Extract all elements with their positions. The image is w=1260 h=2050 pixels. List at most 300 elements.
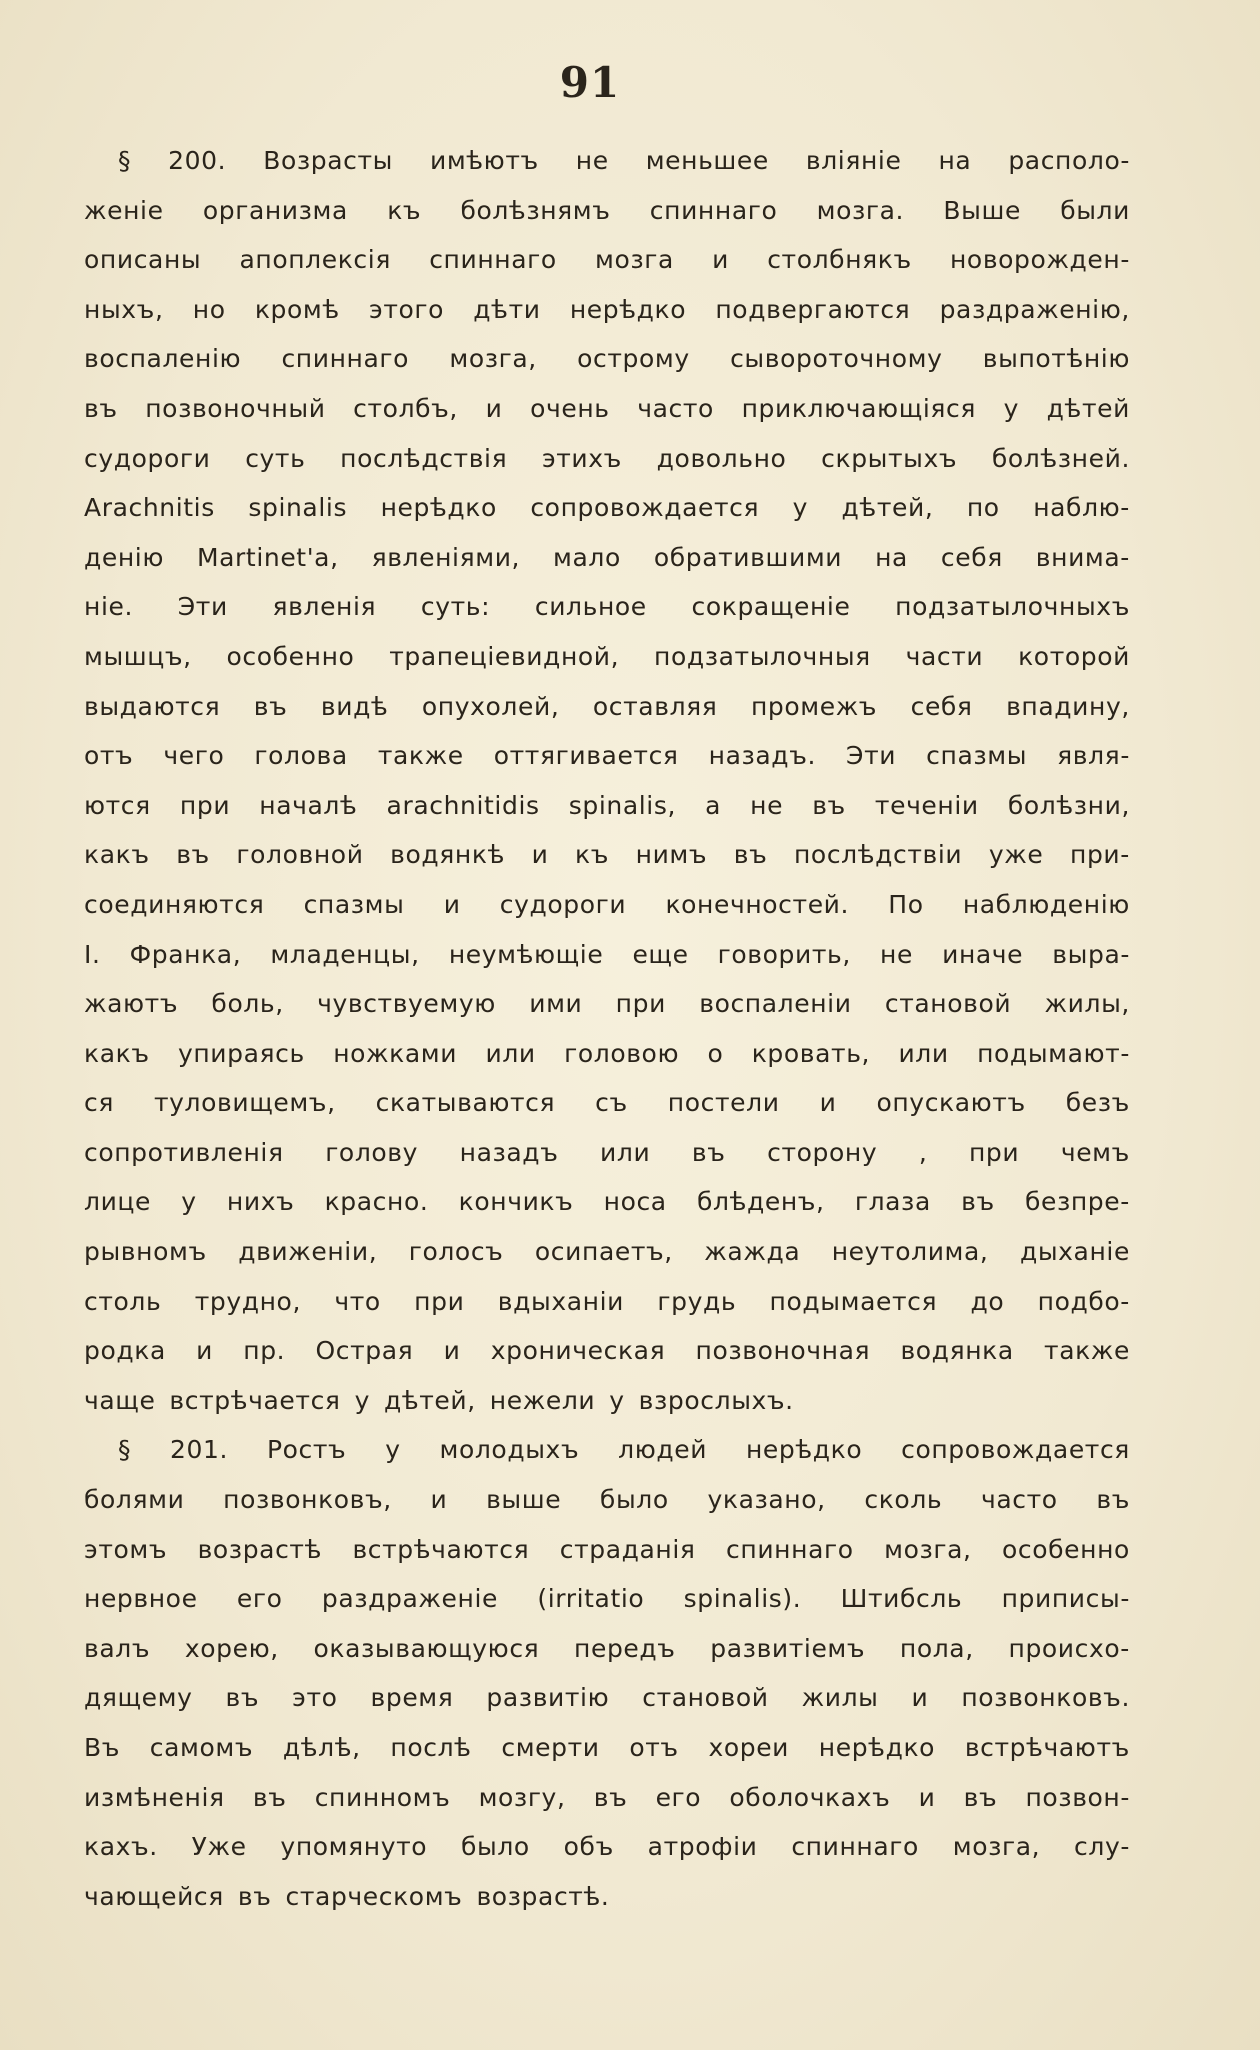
word: мозга, (952, 1832, 1041, 1862)
word: Эти (846, 741, 897, 771)
word: ими (529, 989, 583, 1019)
word: безъ (1065, 1088, 1130, 1118)
word: позвоночная (695, 1336, 871, 1366)
word: при (615, 989, 666, 1019)
text-line (84, 1326, 1130, 1376)
word: въ (733, 840, 768, 870)
word: описаны (84, 245, 202, 275)
word: также (377, 741, 464, 771)
word: происхо- (1008, 1633, 1130, 1663)
word: мозга (595, 245, 674, 275)
text-line (84, 1773, 1130, 1823)
word: выпотѣнію (982, 344, 1130, 374)
text-line (84, 483, 1130, 533)
word: ныхъ, (84, 294, 164, 324)
word: это (292, 1683, 338, 1713)
word: Выше (943, 195, 1021, 225)
word: послѣдствіи (793, 840, 963, 870)
word: позвон- (1025, 1782, 1130, 1812)
word: вліяніе (805, 146, 902, 175)
page-number: 91 (559, 58, 621, 107)
word: отъ (629, 1733, 679, 1762)
word: а (705, 790, 722, 820)
word: объ (563, 1832, 614, 1862)
word: Штибсль (840, 1584, 963, 1614)
word: Въ (84, 1733, 121, 1762)
word: Arachnitis (84, 493, 215, 523)
word: и (443, 889, 461, 919)
word: этого (369, 294, 445, 324)
word: уже (988, 840, 1044, 870)
word: его (236, 1584, 283, 1614)
word: становой (642, 1683, 769, 1713)
word: иначе (942, 939, 1024, 969)
word: опухолей, (421, 691, 560, 721)
word: ніе. (84, 592, 134, 622)
word: не (880, 939, 913, 969)
word: нерѣдко (380, 493, 497, 523)
text-line (84, 830, 1130, 880)
word: у (385, 1435, 401, 1465)
word: сопротивленія (84, 1137, 284, 1167)
word: дѣтей, (841, 493, 934, 523)
text-line (84, 1574, 1130, 1624)
word: столь (84, 1286, 162, 1316)
word: о (707, 1038, 724, 1068)
word: молодыхъ (439, 1435, 580, 1465)
word: жилы (801, 1683, 879, 1713)
word: голова (254, 741, 348, 771)
word: часто (980, 1485, 1058, 1515)
word: скрытыхъ (821, 443, 958, 473)
word: возрастѣ. (476, 1881, 610, 1911)
word: позвонковъ, (223, 1485, 392, 1515)
word: и (911, 1683, 929, 1713)
word: осипаетъ, (534, 1237, 673, 1267)
word: встрѣчаютъ (964, 1733, 1130, 1762)
word: говорить, (717, 939, 851, 969)
word: постели (667, 1088, 780, 1118)
word: въ (593, 1782, 628, 1812)
word: движеніи, (238, 1237, 378, 1267)
word: у (354, 1385, 370, 1415)
word: позвонковъ. (961, 1683, 1130, 1713)
word: глаза (854, 1187, 931, 1217)
word: судороги (499, 889, 627, 919)
word: опускаютъ (876, 1088, 1026, 1118)
word: и (918, 1782, 936, 1812)
word: болѣзнямъ (460, 195, 611, 225)
word: головою (564, 1038, 680, 1068)
word: измѣненія (84, 1782, 225, 1812)
word: сколь (864, 1485, 943, 1515)
word: мало (553, 542, 621, 572)
word: видѣ (320, 691, 389, 721)
word: особенно (226, 641, 355, 671)
word: въ (961, 1187, 995, 1217)
word: спиннаго (726, 1534, 854, 1564)
text-line (84, 1078, 1130, 1128)
text-line (84, 1177, 1130, 1227)
word: старческомъ (285, 1881, 463, 1911)
word: съ (595, 1088, 628, 1118)
word: Эти (177, 592, 228, 622)
text-line (84, 1475, 1130, 1525)
word: мозга, (884, 1534, 972, 1564)
word: впадину, (1006, 691, 1130, 721)
word: позвоночный (145, 393, 326, 423)
text-line (84, 533, 1130, 583)
word: людей (618, 1435, 708, 1465)
word: сопровождается (901, 1435, 1130, 1465)
text-line (84, 1425, 1130, 1475)
text-line (84, 434, 1130, 484)
word: или (485, 1038, 536, 1068)
word: время (370, 1683, 454, 1713)
word: хореи (708, 1733, 790, 1762)
word: чувствуемую (317, 989, 496, 1019)
word: встрѣчаются (352, 1534, 530, 1564)
word: теченіи (874, 790, 979, 820)
text-line (84, 1673, 1130, 1723)
word: Уже (191, 1832, 247, 1862)
text-line (84, 632, 1130, 682)
word: кровать, (751, 1038, 871, 1068)
word: воспаленію (84, 344, 242, 374)
word: spinalis, (568, 790, 677, 820)
word: назадъ (459, 1137, 559, 1167)
word: въ (225, 1683, 260, 1713)
word: чаще (84, 1385, 156, 1415)
word: въ (176, 840, 210, 870)
word: подвергаются (715, 294, 911, 324)
word: себя (910, 691, 973, 721)
word: Франка, (129, 939, 242, 969)
word: красно. (324, 1187, 429, 1217)
word: младенцы, (270, 939, 420, 969)
word: носа (603, 1187, 667, 1217)
word: хорею, (184, 1633, 279, 1663)
word: апоплексія (239, 245, 391, 275)
word: у (1003, 393, 1020, 423)
word: ножками (333, 1038, 458, 1068)
word: трапеціевидной, (389, 641, 620, 671)
word: § (118, 1435, 132, 1465)
word: дѣтей, (383, 1385, 476, 1415)
word: становой (884, 989, 1012, 1019)
word: было (460, 1832, 530, 1862)
word: спазмы (926, 741, 1028, 771)
word: въ (1096, 1485, 1130, 1515)
word: кахъ. (84, 1832, 158, 1862)
text-line (84, 1723, 1130, 1773)
word: жаютъ (84, 989, 179, 1019)
word: Martinet'a, (196, 542, 339, 572)
text-line (84, 1128, 1130, 1178)
word: вдыханіи (497, 1286, 624, 1316)
word: при (968, 1137, 1020, 1167)
word: его (655, 1782, 702, 1812)
word: въ (812, 790, 846, 820)
word: и (430, 1485, 448, 1515)
word: трудно, (194, 1286, 301, 1316)
word: началѣ (259, 790, 358, 820)
word: нерѣдко (745, 1435, 863, 1465)
text-line (84, 384, 1130, 434)
word: сторону (767, 1137, 878, 1167)
word: въ (84, 393, 118, 423)
word: какъ (84, 840, 150, 870)
word: соединяются (84, 889, 265, 919)
word: внима- (1035, 542, 1130, 572)
word: у (181, 1187, 197, 1217)
word: указано, (707, 1485, 826, 1515)
word: атрофіи (647, 1832, 758, 1862)
word: spinalis (248, 493, 348, 523)
word: оттягивается (493, 741, 679, 771)
word: смерти (501, 1733, 600, 1762)
word: на (938, 146, 972, 175)
word: обратившими (653, 542, 843, 572)
word: послѣдствія (340, 443, 508, 473)
word: какъ (84, 1038, 150, 1068)
word: грудь (657, 1286, 737, 1316)
word: кромѣ (254, 294, 340, 324)
text-line (84, 1624, 1130, 1674)
text-line (84, 582, 1130, 632)
word: у (609, 1385, 625, 1415)
word: оболочкахъ (729, 1782, 891, 1812)
word: мозга. (816, 195, 905, 225)
word: дѣлѣ, (282, 1733, 361, 1762)
word: явля- (1057, 741, 1130, 771)
word: водянкѣ (390, 840, 505, 870)
word: нихъ (226, 1187, 295, 1217)
word: и (443, 1336, 461, 1366)
word: кончикъ (458, 1187, 574, 1217)
word: приписы- (1001, 1584, 1130, 1614)
word: ются (84, 790, 151, 820)
word: въ (253, 691, 288, 721)
text-line (84, 1525, 1130, 1575)
text-line (84, 334, 1130, 384)
word: столбъ, (353, 393, 458, 423)
word: туловищемъ, (154, 1088, 336, 1118)
text-line (84, 285, 1130, 335)
word: было (599, 1485, 669, 1515)
word: подымается (769, 1286, 938, 1316)
word: спиннаго (429, 245, 557, 275)
word: (irritatio (537, 1584, 645, 1614)
word: новорожден- (949, 245, 1130, 275)
text-line (84, 235, 1130, 285)
word: 201. (170, 1435, 229, 1465)
word: на (875, 542, 908, 572)
word: хроническая (490, 1336, 666, 1366)
word: развитіемъ (710, 1633, 866, 1663)
word: которой (1018, 641, 1130, 671)
word: промежъ (750, 691, 878, 721)
word: приключающіяся (741, 393, 977, 423)
word: arachnitidis (386, 790, 540, 820)
word: чемъ (1060, 1137, 1130, 1167)
word: пр. (243, 1336, 286, 1366)
word: въ (237, 1881, 272, 1911)
text-line (84, 1227, 1130, 1277)
word: возрастѣ (197, 1534, 322, 1564)
word: женіе (84, 195, 164, 225)
word: болѣзни, (1007, 790, 1130, 820)
word: безпре- (1024, 1187, 1130, 1217)
word: также (1044, 1336, 1130, 1366)
word: наблю- (1033, 493, 1130, 523)
word: сопровождается (530, 493, 760, 523)
word: явленія (272, 592, 377, 622)
word: и (819, 1088, 837, 1118)
word: организма (202, 195, 348, 225)
word: меньшее (645, 146, 769, 175)
word: суть: (420, 592, 491, 622)
word: и (712, 245, 729, 275)
word: spinalis). (683, 1584, 802, 1614)
word: и (196, 1336, 213, 1366)
word: встрѣчается (169, 1385, 341, 1415)
word: подымают- (977, 1038, 1130, 1068)
word: къ (387, 195, 422, 225)
word: себя (940, 542, 1003, 572)
word: что (334, 1286, 381, 1316)
word: имѣютъ (429, 146, 539, 175)
word: жилы, (1044, 989, 1130, 1019)
word: дѣти (473, 294, 541, 324)
word: 200. (168, 146, 227, 175)
word: неутолима, (831, 1237, 989, 1267)
word: болями (84, 1485, 185, 1515)
word: I. (84, 939, 101, 969)
word: дыханіе (1019, 1237, 1130, 1267)
word: и (485, 393, 503, 423)
word: судороги (84, 443, 211, 473)
word: нимъ (635, 840, 708, 870)
word: нервное (84, 1584, 198, 1614)
word: страданія (559, 1534, 696, 1564)
word: суть (245, 443, 306, 473)
text-line (84, 979, 1130, 1029)
word: Возрасты (263, 146, 393, 175)
word: но (192, 294, 226, 324)
word: или (600, 1137, 651, 1167)
word: упомянуто (280, 1832, 428, 1862)
word: пола, (899, 1633, 974, 1663)
word: голосъ (408, 1237, 504, 1267)
word: дящему (84, 1683, 193, 1713)
word: до (970, 1286, 1005, 1316)
word: при (179, 790, 231, 820)
word: раздраженію, (939, 294, 1130, 324)
word: къ (575, 840, 610, 870)
text-line (84, 731, 1130, 781)
word: слу- (1074, 1832, 1130, 1862)
word: спиннаго (649, 195, 778, 225)
word: сильное (534, 592, 647, 622)
word: еще (632, 939, 689, 969)
text-line (84, 1376, 1130, 1426)
word: подбо- (1037, 1286, 1130, 1316)
word: упираясь (177, 1038, 305, 1068)
word: оказывающуюся (313, 1633, 540, 1663)
word: По (888, 889, 924, 919)
text-line (84, 136, 1130, 186)
word: подзатылочныхъ (895, 592, 1130, 622)
word: очень (530, 393, 610, 423)
word: рывномъ (84, 1237, 207, 1267)
text-line (84, 1872, 1130, 1922)
word: болѣзней. (991, 443, 1130, 473)
word: спинномъ (314, 1782, 451, 1812)
word: нерѣдко (569, 294, 687, 324)
word: и (531, 840, 549, 870)
word: не (750, 790, 784, 820)
word: довольно (656, 443, 787, 473)
word: Ростъ (266, 1435, 347, 1465)
word: неумѣющіе (448, 939, 604, 969)
word: этихъ (541, 443, 622, 473)
word: конечностей. (665, 889, 850, 919)
word: взрослыхъ. (638, 1385, 794, 1415)
word: скатываются (375, 1088, 556, 1118)
word: выдаются (84, 691, 221, 721)
word: въ (252, 1782, 287, 1812)
word: раздраженіе (321, 1584, 499, 1614)
word: часто (637, 393, 714, 423)
word: особенно (1002, 1534, 1130, 1564)
word: по (966, 493, 1000, 523)
word: голову (325, 1137, 419, 1167)
word: нежели (489, 1385, 596, 1415)
word: наблюденію (962, 889, 1130, 919)
word: мозга, (449, 344, 537, 374)
word: оставляя (592, 691, 718, 721)
word: не (575, 146, 609, 175)
word: мозгу, (478, 1782, 566, 1812)
text-line (84, 1277, 1130, 1327)
word: выра- (1052, 939, 1130, 969)
word: при- (1070, 840, 1130, 870)
text-line (84, 1822, 1130, 1872)
word: лице (84, 1187, 152, 1217)
text-line (84, 1029, 1130, 1079)
text-line (84, 880, 1130, 930)
word: чего (163, 741, 225, 771)
text-line (84, 781, 1130, 831)
word: назадъ. (708, 741, 816, 771)
text-line (84, 682, 1130, 732)
word: водянка (900, 1336, 1014, 1366)
word: подзатылочныя (654, 641, 871, 671)
word: головной (236, 840, 364, 870)
word: части (905, 641, 984, 671)
word: сокращеніе (691, 592, 851, 622)
word: явленіями, (371, 542, 521, 572)
word: спиннаго (791, 1832, 919, 1862)
word: острому (577, 344, 690, 374)
word: отъ (84, 741, 134, 771)
word: сывороточному (730, 344, 943, 374)
word: въ (691, 1137, 726, 1167)
word: родка (84, 1336, 166, 1366)
word: ся (84, 1088, 114, 1118)
word: этомъ (84, 1534, 168, 1564)
